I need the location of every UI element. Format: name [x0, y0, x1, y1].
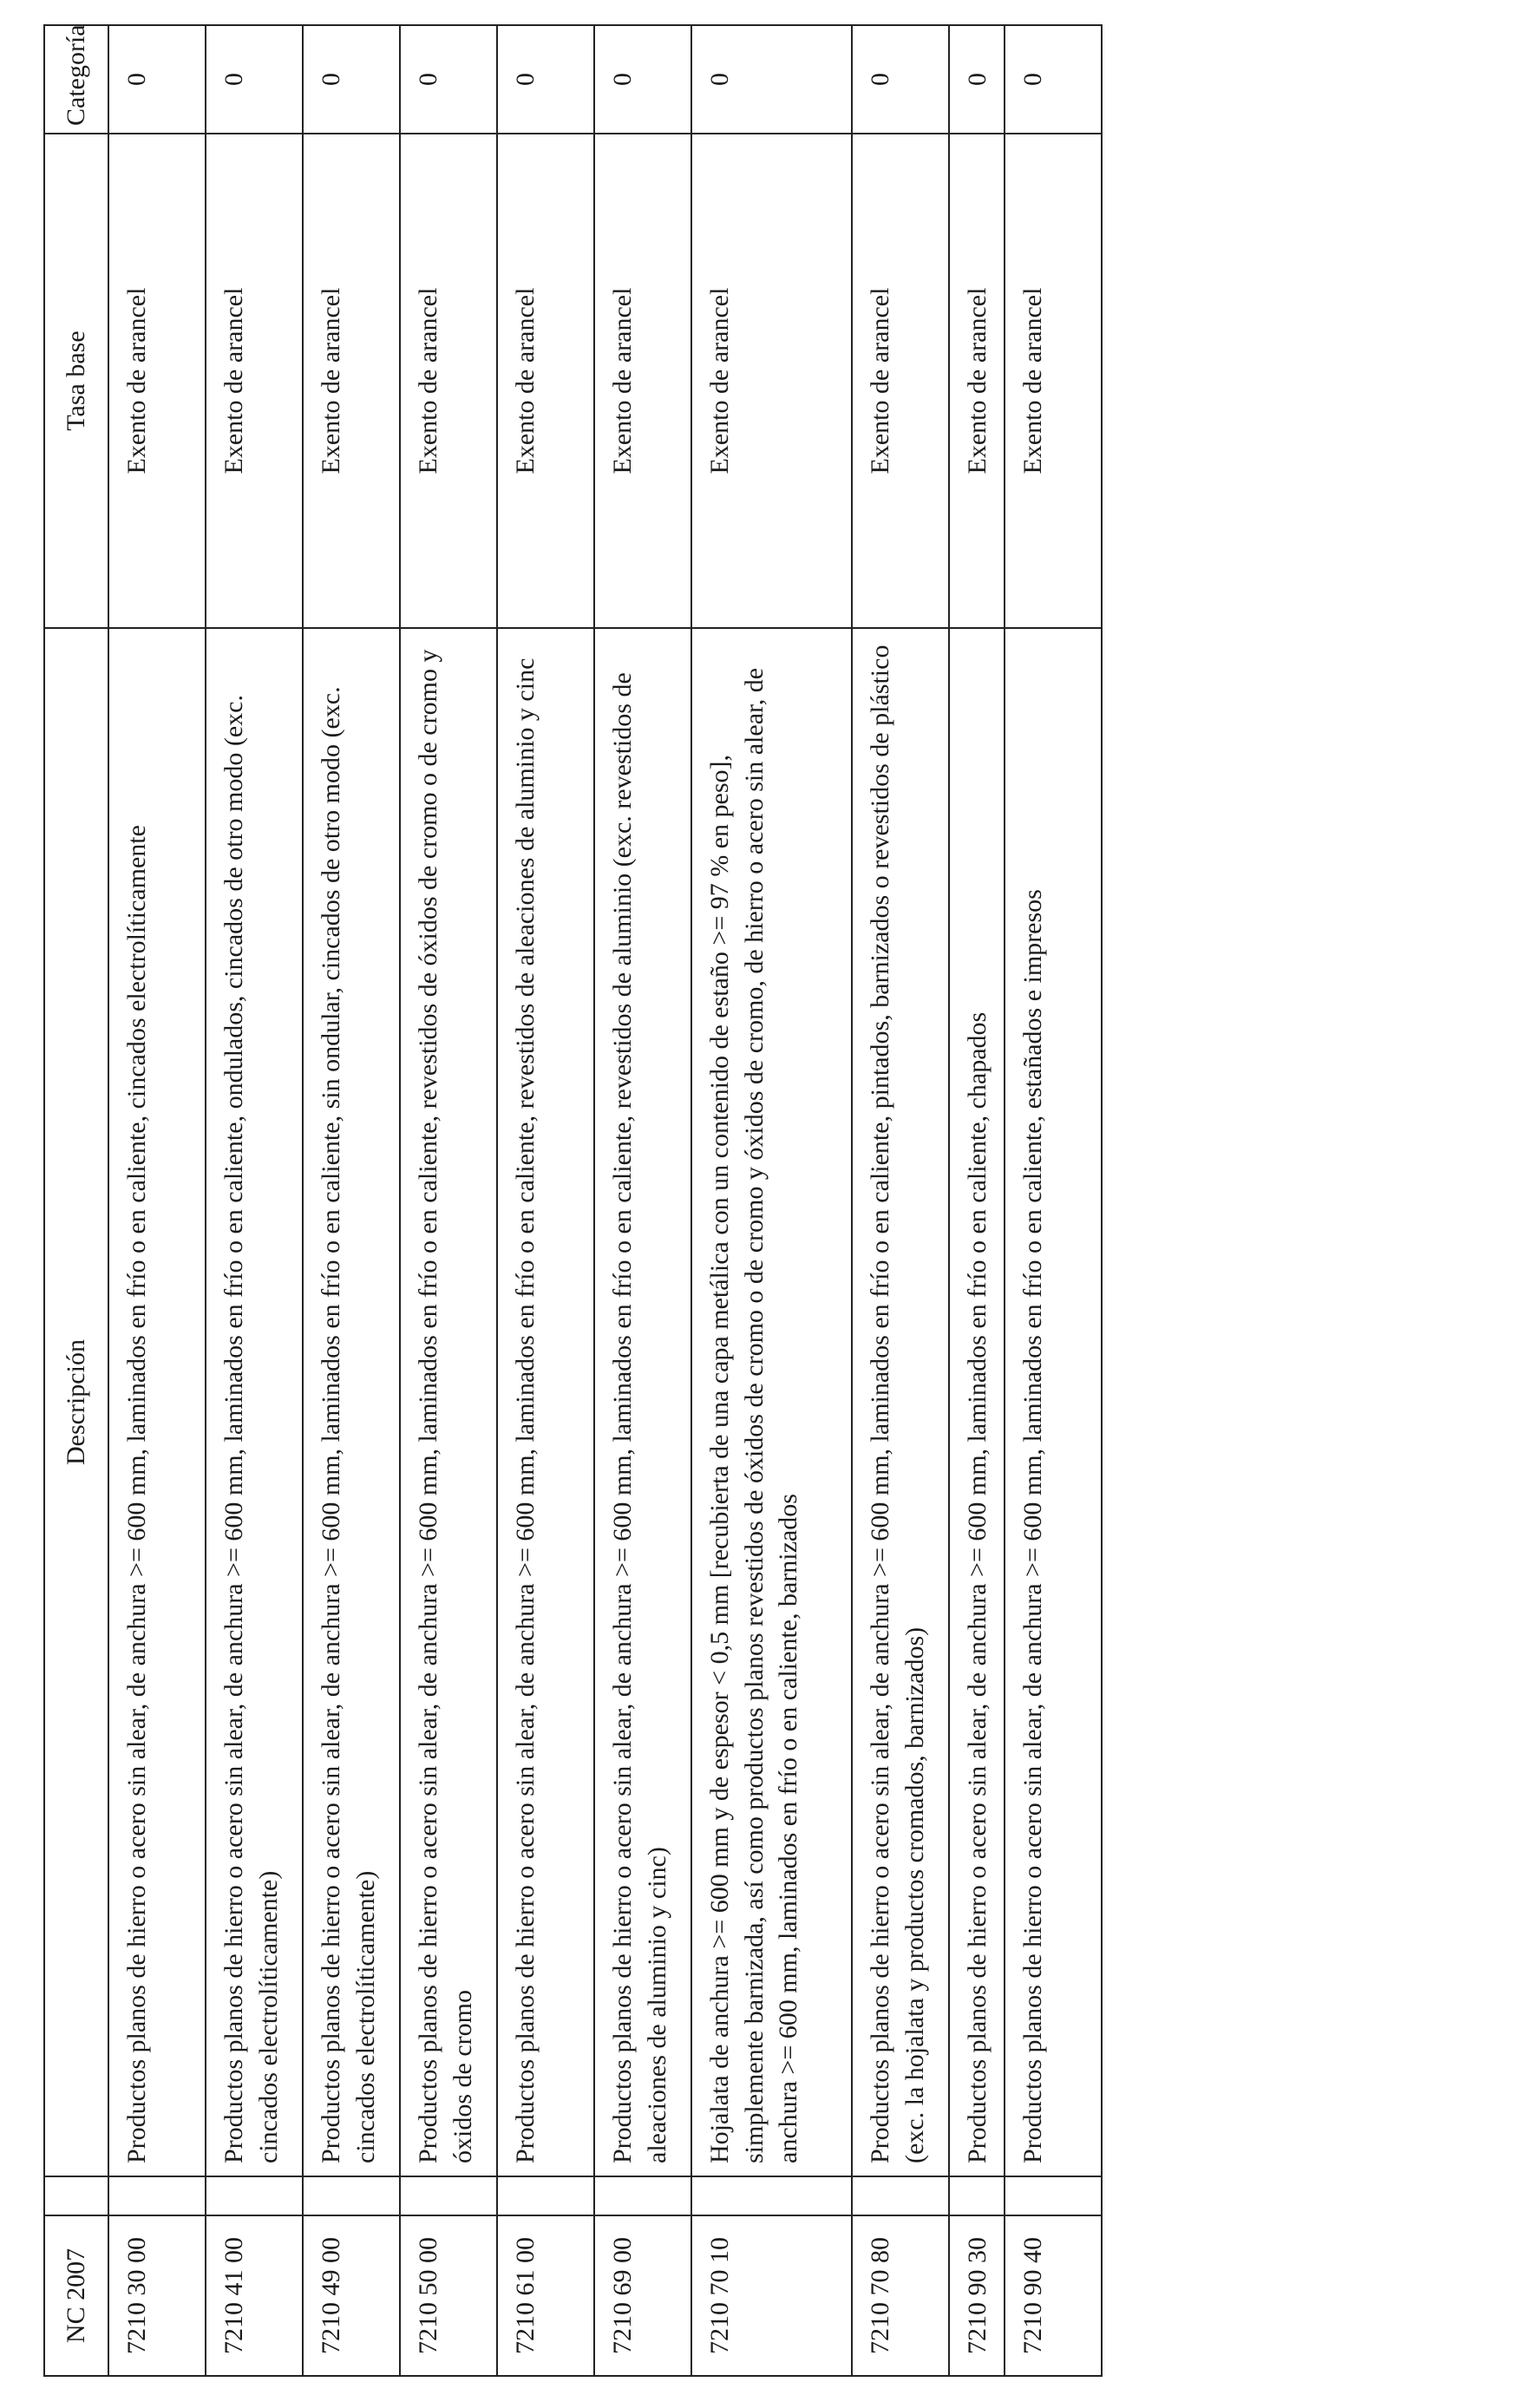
cell-category: 0: [594, 25, 691, 134]
cell-description: Productos planos de hierro o acero sin alear, de anchura >= 600 mm, laminados en frío o en caliente, revestidos de aluminio (exc. revestidos de aleaciones de aluminio y cinc): [594, 628, 691, 2176]
table-row: [594, 25, 691, 2376]
table-row: [691, 25, 852, 2376]
cell-base-rate: Exento de arancel: [206, 134, 303, 628]
cell-description: Productos planos de hierro o acero sin alear, de anchura >= 600 mm, laminados en frío o en caliente, chapados: [949, 628, 1005, 2176]
table-row: [108, 25, 206, 2376]
cell-description: Productos planos de hierro o acero sin alear, de anchura >= 600 mm, laminados en frío o en caliente, sin ondular, cincados de otro modo (exc. cincados electrolíticamente): [303, 628, 400, 2176]
cell-spacer: [691, 2176, 852, 2215]
cell-description: Productos planos de hierro o acero sin alear, de anchura >= 600 mm, laminados en frío o en caliente, revestidos de óxidos de cromo o de cromo y óxidos de cromo: [400, 628, 497, 2176]
cell-code: 7210 69 00: [594, 2215, 691, 2376]
rotated-page: [43, 26, 1093, 2377]
cell-description: Productos planos de hierro o acero sin alear, de anchura >= 600 mm, laminados en frío o en caliente, pintados, barnizados o revestidos de plástico (exc. la hojalata y productos cromados, barnizados): [852, 628, 949, 2176]
cell-description: Productos planos de hierro o acero sin alear, de anchura >= 600 mm, laminados en frío o en caliente, ondulados, cincados de otro modo (exc. cincados electrolíticamente): [206, 628, 303, 2176]
cell-spacer: [949, 2176, 1005, 2215]
table-row: [1005, 25, 1102, 2376]
cell-code: 7210 49 00: [303, 2215, 400, 2376]
header-description: Descripción: [44, 628, 108, 2176]
header-row: [44, 25, 108, 2376]
cell-spacer: [852, 2176, 949, 2215]
cell-spacer: [303, 2176, 400, 2215]
cell-category: 0: [303, 25, 400, 134]
cell-code: 7210 50 00: [400, 2215, 497, 2376]
cell-category: 0: [949, 25, 1005, 134]
cell-base-rate: Exento de arancel: [108, 134, 206, 628]
cell-category: 0: [206, 25, 303, 134]
cell-category: 0: [497, 25, 594, 134]
cell-category: 0: [852, 25, 949, 134]
cell-code: 7210 30 00: [108, 2215, 206, 2376]
cell-base-rate: Exento de arancel: [594, 134, 691, 628]
cell-code: 7210 61 00: [497, 2215, 594, 2376]
cell-base-rate: Exento de arancel: [497, 134, 594, 628]
cell-description: Productos planos de hierro o acero sin alear, de anchura >= 600 mm, laminados en frío o en caliente, estañados e impresos: [1005, 628, 1102, 2176]
cell-spacer: [206, 2176, 303, 2215]
cell-spacer: [594, 2176, 691, 2215]
cell-code: 7210 70 80: [852, 2215, 949, 2376]
cell-base-rate: Exento de arancel: [852, 134, 949, 628]
cell-description: Hojalata de anchura >= 600 mm y de espesor < 0,5 mm [recubierta de una capa metálica con un contenido de estaño >= 97 % en peso], simplemente barnizada, así como productos planos revestidos de óxidos de cromo o de cromo y óxidos de cromo, de hierro o acero sin alear, de anchura >= 600 mm, laminados en frío o en caliente, barnizados: [691, 628, 852, 2176]
cell-base-rate: Exento de arancel: [949, 134, 1005, 628]
cell-category: 0: [400, 25, 497, 134]
cell-code: 7210 90 40: [1005, 2215, 1102, 2376]
table-row: [852, 25, 949, 2376]
cell-spacer: [108, 2176, 206, 2215]
cell-category: 0: [691, 25, 852, 134]
cell-code: 7210 41 00: [206, 2215, 303, 2376]
table-row: [497, 25, 594, 2376]
cell-category: 0: [108, 25, 206, 134]
cell-spacer: [1005, 2176, 1102, 2215]
table-row: [206, 25, 303, 2376]
cell-spacer: [400, 2176, 497, 2215]
header-spacer: [44, 2176, 108, 2215]
cell-code: 7210 90 30: [949, 2215, 1005, 2376]
cell-description: Productos planos de hierro o acero sin alear, de anchura >= 600 mm, laminados en frío o en caliente, cincados electrolíticamente: [108, 628, 206, 2176]
header-base-rate: Tasa base: [44, 134, 108, 628]
header-category: Categoría: [44, 25, 108, 134]
cell-description: Productos planos de hierro o acero sin alear, de anchura >= 600 mm, laminados en frío o en caliente, revestidos de aleaciones de aluminio y cinc: [497, 628, 594, 2176]
cell-base-rate: Exento de arancel: [691, 134, 852, 628]
table-row: [400, 25, 497, 2376]
cell-category: 0: [1005, 25, 1102, 134]
table-row: [303, 25, 400, 2376]
header-nc-2007: NC 2007: [44, 2215, 108, 2376]
cell-base-rate: Exento de arancel: [1005, 134, 1102, 628]
cell-base-rate: Exento de arancel: [303, 134, 400, 628]
cell-code: 7210 70 10: [691, 2215, 852, 2376]
cell-base-rate: Exento de arancel: [400, 134, 497, 628]
table-row: [949, 25, 1005, 2376]
cell-spacer: [497, 2176, 594, 2215]
tariff-table: [43, 24, 1103, 2377]
